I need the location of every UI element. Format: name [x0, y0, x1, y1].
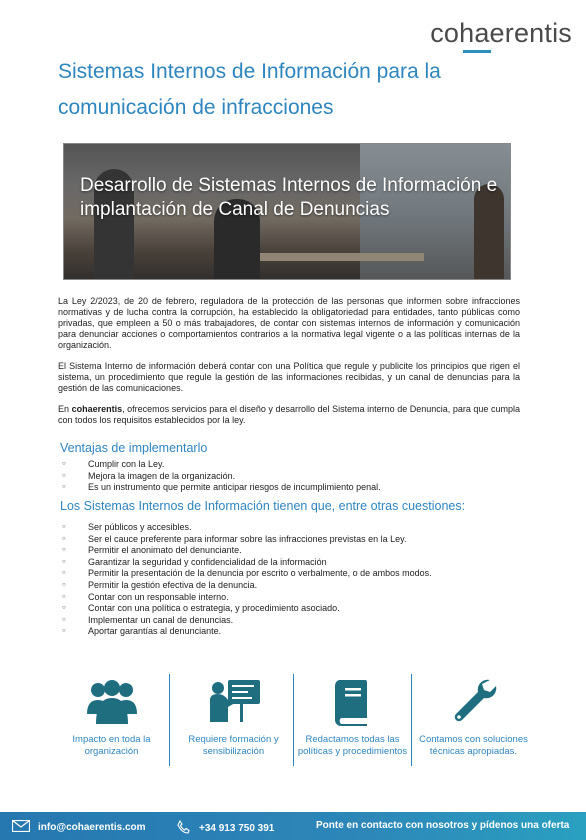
- footer-bar: [0, 812, 586, 840]
- phone-icon: [177, 820, 191, 837]
- footer-email[interactable]: [12, 820, 146, 835]
- advantages-list: [62, 459, 381, 494]
- list-item: ○ Ser públicos y accesibles.: [62, 522, 432, 534]
- feature-solutions: [416, 672, 531, 777]
- feature-divider: [169, 674, 170, 766]
- brand-logo: [430, 18, 572, 49]
- list-item: ○ Ser el cauce preferente para informar sobre las infracciones previstas en la Ley.: [62, 534, 432, 546]
- feature-label: Impacto en toda la organización: [72, 734, 151, 757]
- cta-text[interactable]: Ponte en contacto con nosotros y pídenos una oferta: [316, 820, 570, 831]
- brand-name-bold: cohaerentis: [71, 404, 123, 414]
- feature-label: Requiere formación y sensibilización: [188, 734, 279, 757]
- list-item: ○ Mejora la imagen de la organización.: [62, 471, 381, 483]
- email-link[interactable]: info@cohaerentis.com: [38, 822, 146, 833]
- list-item: ○ Permitir el anonimato del denunciante.: [62, 545, 432, 557]
- policy-paragraph: El Sistema Interno de información deberá contar con una Política que regule y publicite los principios que rigen el sistema, un procedimiento que regule la gestión de las informaciones recibidas, y un canal de denuncias para la gestión de las comunicaciones.: [58, 361, 520, 393]
- feature-impact: [54, 672, 169, 777]
- hero-image: [63, 143, 511, 280]
- feature-label: Redactamos todas las políticas y procedimientos: [297, 734, 408, 757]
- wrench-icon: [446, 676, 502, 728]
- feature-policies: [295, 672, 410, 777]
- advantages-heading: Ventajas de implementarlo: [60, 441, 208, 455]
- requirements-list: [62, 522, 432, 638]
- feature-divider: [293, 674, 294, 766]
- hero-caption: Desarrollo de Sistemas Internos de Información e implantación de Canal de Denuncias: [80, 175, 498, 220]
- phone-number[interactable]: +34 913 750 391: [199, 823, 275, 834]
- page-title: Sistemas Internos de Información para la comunicación de infracciones: [58, 60, 441, 119]
- feature-divider: [411, 674, 412, 766]
- services-pre: En: [58, 404, 72, 414]
- intro-paragraph: La Ley 2/2023, de 20 de febrero, reguladora de la protección de las personas que informen sobre infracciones normativas y de lucha contra la corrupción, ha establecido la obligatoriedad para entidades, tanto públicas como privadas, que empleen a 50 o más trabajadores, de contar con sistemas internos de información y comunicación para denunciar acciones o comportamientos contrarios a la normativa legal vigente o a las políticas internas de la organización.: [58, 296, 520, 350]
- logo-ae: e: [489, 18, 505, 48]
- list-item: ○ Implementar un canal de denuncias.: [62, 615, 432, 627]
- logo-suffix: rentis: [504, 18, 572, 48]
- group-icon: [84, 676, 140, 728]
- list-item: ○ Cumplir con la Ley.: [62, 459, 381, 471]
- footer-phone[interactable]: [177, 820, 274, 837]
- footer-cta[interactable]: [316, 820, 569, 831]
- list-item: ○ Aportar garantías al denunciante.: [62, 626, 432, 638]
- list-item: ○ Garantizar la seguridad y confidencialidad de la información: [62, 557, 432, 569]
- feature-training: [176, 672, 291, 777]
- feature-label: Contamos con soluciones técnicas apropiadas.: [419, 734, 528, 757]
- logo-prefix: coha: [430, 18, 490, 48]
- list-item: ○ Contar con una política o estrategia, y procedimiento asociado.: [62, 603, 432, 615]
- services-paragraph: [58, 404, 520, 426]
- services-post: , ofrecemos servicios para el diseño y desarrollo del Sistema interno de Denuncia, para que cumpla con todos los requisitos establecidos por la ley.: [58, 404, 520, 425]
- list-item: ○ Contar con un responsable interno.: [62, 592, 432, 604]
- presentation-icon: [206, 676, 262, 728]
- book-icon: [325, 676, 381, 728]
- list-item: ○ Es un instrumento que permite anticipar riesgos de incumplimiento penal.: [62, 482, 381, 494]
- list-item: ○ Permitir la presentación de la denuncia por escrito o verbalmente, o de ambos modos.: [62, 568, 432, 580]
- features-row: [54, 672, 532, 777]
- mail-icon: [12, 820, 30, 835]
- logo-accent-bar: [463, 50, 491, 53]
- list-item: ○ Permitir la gestión efectiva de la denuncia.: [62, 580, 432, 592]
- requirements-heading: Los Sistemas Internos de Información tienen que, entre otras cuestiones:: [60, 499, 466, 513]
